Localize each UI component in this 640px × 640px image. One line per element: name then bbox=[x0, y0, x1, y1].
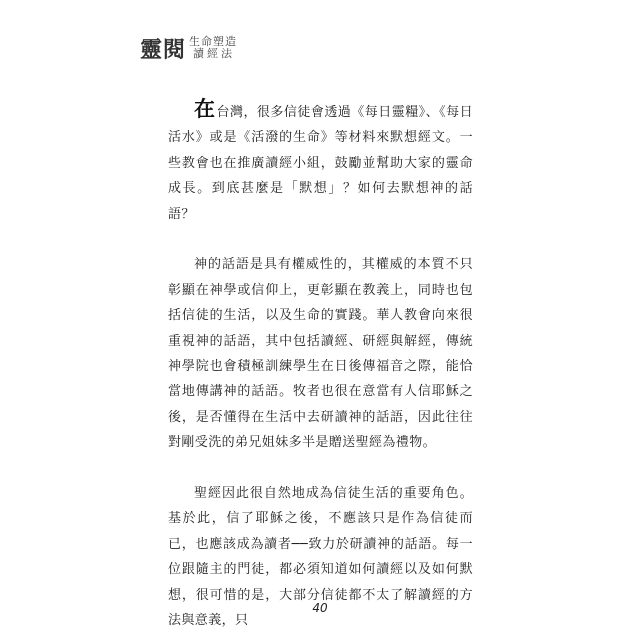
page-number: 40 bbox=[312, 601, 328, 615]
logo-subtitle-top: 生命塑造 bbox=[189, 35, 238, 48]
drop-cap: 在 bbox=[194, 96, 216, 121]
body-text bbox=[168, 96, 473, 640]
logo-subtitle-bottom: 讀經法 bbox=[193, 47, 236, 60]
logo-main-title: 靈閱 bbox=[140, 36, 187, 63]
logo-subtitle bbox=[189, 36, 237, 60]
paragraph-1-text: 台灣，很多信徒會透過《每日靈糧》、《每日活水》或是《活潑的生命》等材料來默想經文。一些教會也在推廣讀經小組，鼓勵並幫助大家的靈命成長。到底甚麼是「默想」？如何去默想神的話語？ bbox=[168, 105, 473, 222]
paragraph-1 bbox=[168, 96, 473, 227]
paragraph-2: 神的話語是具有權威性的，其權威的本質不只彰顯在神學或信仰上，更彰顯在教義上，同時也包括信徒的生活，以及生命的實踐。華人教會向來很重視神的話語，其中包括讀經、研經與解經，傳統神學院也會積極訓練學生在日後傳福音之際，能恰當地傳講神的話語。牧者也很在意當有人信耶穌之後，是否懂得在生活中去研讀神的話語，因此往往對剛受洗的弟兄姐妹多半是贈送聖經為禮物。 bbox=[168, 257, 473, 451]
paragraph-3: 聖經因此很自然地成為信徒生活的重要角色。基於此，信了耶穌之後，不應該只是作為信徒而已，也應該成為讀者──致力於研讀神的話語。每一位跟隨主的門徒，都必須知道如何讀經以及如何默想，很可惜的是，大部分信徒都不太了解讀經的方法與意義，只 bbox=[168, 486, 473, 629]
book-series-logo bbox=[140, 28, 237, 68]
